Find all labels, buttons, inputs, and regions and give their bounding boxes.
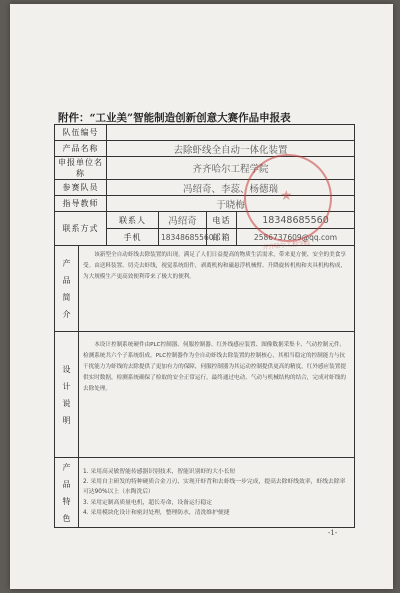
unit-label: 申报单位名称 [55,157,107,180]
feature-item: 1. 采用高灵敏智能传感器识别技术，智能识别虾的大小长短 [83,468,236,475]
intro-text: 该新型全自动虾线去除装置的出现，满足了人们日益提高的物质生活需求，带来更方便、安全的美食享受。由送料装置、切壳去虾线，视觉系统组件，剥离机构和磁悬浮机械臂、升降旋转机构和夹具机构构成，为大规模生产更高效便利带来了极大的便利。 [79,246,355,332]
phone-value: 18348685560 [237,212,355,229]
team-id-label: 队伍编号 [55,125,107,141]
email-label: 邮箱 [207,229,237,246]
product-name-value: 去除虾线全自动一体化装置 [107,141,355,157]
advisor-row [55,196,355,212]
contact-label: 联系方式 [55,212,107,246]
mobile-value: 18348685560 [159,229,207,246]
contact-person-value: 冯绍奇 [159,212,207,229]
features-row [55,458,355,528]
seal-star-icon: ★ [280,188,293,204]
members-row [55,180,355,196]
features-label: 产 品 特 色 [55,458,79,528]
product-name-label: 产品名称 [55,141,107,157]
form-header: 附件：“工业美”智能制造创新创意大赛作品申报表 [58,112,291,124]
seal-text: 齐齐哈尔工程学院 [261,239,311,252]
advisor-label: 指导教师 [55,196,107,212]
unit-row [55,157,355,180]
product-name-row [55,141,355,157]
page-number: -1- [328,529,338,537]
design-text: 本设计控制系统硬件由PLC控制器、伺服控制器、红外线感应装置、图像数据采集卡、气动控制元件、检测系统共六个子系统组成。PLC控制器作为全自动虾线去除装置的控制核心，其相当稳定的控制能力与抗干扰能力为虾线的去除提供了更加有力的保障，伺服控制器为其运动控制提供更高的精度，红外感应装置提供实时数据，检测系统确保了检取的安全正常运行，最终通过电动、气动与机械结构的结合，完成对虾线的去除处理。 [79,332,355,458]
unit-value: 齐齐哈尔工程学院 [107,157,355,180]
members-label: 参赛队员 [55,180,107,196]
members-value: 冯绍奇、李蕊、杨德瑞 [107,180,355,196]
feature-item: 4. 采用模块化设计和密封处理，整理防水，清洗维护便捷 [83,509,230,516]
contact-row-1 [55,212,355,229]
feature-item: 2. 采用自主研发的特种硬质合金刀刃、实现开虾背和去虾线一步完成，提高去除虾线效率，虾线去除率可达90%以上（水陶洗后） [83,479,346,496]
document-page [10,4,393,589]
design-row [55,332,355,458]
intro-row [55,246,355,332]
advisor-value: 于晓梅 [107,196,355,212]
design-label: 设 计 说 明 [55,332,79,458]
team-id-row [55,125,355,141]
phone-label: 电话 [207,212,237,229]
email-value: 2586737609@qq.com [237,229,355,246]
intro-label: 产 品 简 介 [55,246,79,332]
features-list [79,458,355,528]
team-id-value [107,125,355,141]
application-form-table [54,124,355,528]
contact-person-label: 联系人 [107,212,159,229]
mobile-label: 手机 [107,229,159,246]
feature-item: 3. 采用定制高质量电机，超长寿命，设备运行稳定 [83,499,213,506]
